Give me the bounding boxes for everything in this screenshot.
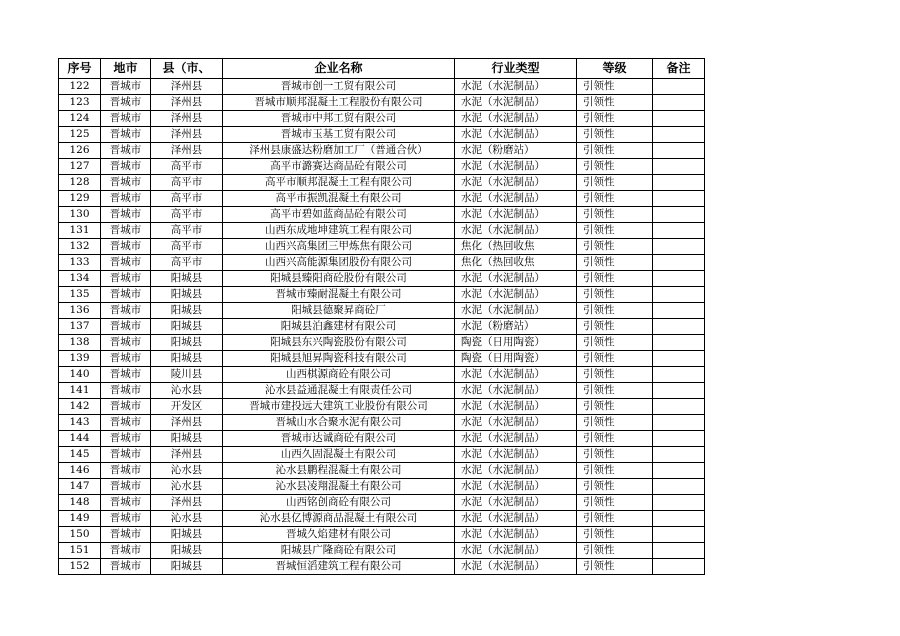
- cell-city: 晋城市: [101, 351, 151, 367]
- cell-remark: [653, 527, 705, 543]
- cell-index: 132: [59, 239, 101, 255]
- cell-city: 晋城市: [101, 111, 151, 127]
- table-row: [59, 223, 705, 239]
- table-row: [59, 79, 705, 95]
- cell-remark: [653, 287, 705, 303]
- cell-company: 阳城县臻阳商砼股份有限公司: [223, 271, 455, 287]
- cell-level: 引领性: [577, 127, 653, 143]
- cell-index: 145: [59, 447, 101, 463]
- cell-index: 140: [59, 367, 101, 383]
- cell-company: 晋城市创一工贸有限公司: [223, 79, 455, 95]
- cell-level: 引领性: [577, 383, 653, 399]
- cell-company: 沁水县凌翔混凝土有限公司: [223, 479, 455, 495]
- cell-index: 134: [59, 271, 101, 287]
- cell-city: 晋城市: [101, 255, 151, 271]
- table-row: [59, 543, 705, 559]
- cell-county: 高平市: [151, 207, 223, 223]
- cell-company: 山西兴高集团三甲炼焦有限公司: [223, 239, 455, 255]
- cell-city: 晋城市: [101, 239, 151, 255]
- cell-remark: [653, 223, 705, 239]
- cell-remark: [653, 479, 705, 495]
- cell-remark: [653, 271, 705, 287]
- cell-level: 引领性: [577, 447, 653, 463]
- cell-industry: 水泥（水泥制品）: [455, 223, 577, 239]
- cell-company: 晋城山水合聚水泥有限公司: [223, 415, 455, 431]
- cell-industry: 水泥（水泥制品）: [455, 191, 577, 207]
- table-row: [59, 351, 705, 367]
- cell-county: 陵川县: [151, 367, 223, 383]
- cell-index: 133: [59, 255, 101, 271]
- cell-county: 阳城县: [151, 543, 223, 559]
- table-row: [59, 287, 705, 303]
- cell-industry: 水泥（水泥制品）: [455, 399, 577, 415]
- table-row: [59, 111, 705, 127]
- cell-index: 149: [59, 511, 101, 527]
- cell-level: 引领性: [577, 319, 653, 335]
- cell-city: 晋城市: [101, 335, 151, 351]
- cell-level: 引领性: [577, 351, 653, 367]
- cell-county: 高平市: [151, 191, 223, 207]
- cell-city: 晋城市: [101, 431, 151, 447]
- cell-level: 引领性: [577, 223, 653, 239]
- table-row: [59, 415, 705, 431]
- cell-remark: [653, 447, 705, 463]
- table-row: [59, 127, 705, 143]
- cell-county: 阳城县: [151, 527, 223, 543]
- cell-index: 127: [59, 159, 101, 175]
- cell-remark: [653, 191, 705, 207]
- cell-remark: [653, 383, 705, 399]
- cell-county: 沁水县: [151, 511, 223, 527]
- cell-county: 沁水县: [151, 479, 223, 495]
- cell-company: 高平市碧如蓝商品砼有限公司: [223, 207, 455, 223]
- cell-remark: [653, 431, 705, 447]
- cell-industry: 焦化（热回收焦: [455, 255, 577, 271]
- cell-industry: 水泥（水泥制品）: [455, 383, 577, 399]
- cell-industry: 水泥（水泥制品）: [455, 111, 577, 127]
- cell-industry: 陶瓷（日用陶瓷）: [455, 351, 577, 367]
- cell-index: 139: [59, 351, 101, 367]
- cell-industry: 水泥（水泥制品）: [455, 543, 577, 559]
- cell-level: 引领性: [577, 271, 653, 287]
- cell-county: 泽州县: [151, 447, 223, 463]
- cell-county: 阳城县: [151, 351, 223, 367]
- table-row: [59, 175, 705, 191]
- cell-company: 沁水县鹏程混凝土有限公司: [223, 463, 455, 479]
- cell-remark: [653, 159, 705, 175]
- cell-county: 阳城县: [151, 271, 223, 287]
- cell-level: 引领性: [577, 143, 653, 159]
- cell-industry: 水泥（水泥制品）: [455, 559, 577, 575]
- cell-level: 引领性: [577, 207, 653, 223]
- cell-index: 137: [59, 319, 101, 335]
- cell-index: 136: [59, 303, 101, 319]
- cell-city: 晋城市: [101, 479, 151, 495]
- cell-remark: [653, 559, 705, 575]
- table-row: [59, 527, 705, 543]
- cell-company: 阳城县广隆商砼有限公司: [223, 543, 455, 559]
- table-row: [59, 431, 705, 447]
- cell-city: 晋城市: [101, 207, 151, 223]
- cell-city: 晋城市: [101, 223, 151, 239]
- cell-remark: [653, 543, 705, 559]
- cell-index: 147: [59, 479, 101, 495]
- cell-industry: 水泥（水泥制品）: [455, 527, 577, 543]
- cell-remark: [653, 495, 705, 511]
- cell-company: 高平市顺邦混凝土工程有限公司: [223, 175, 455, 191]
- header-remark: 备注: [653, 59, 705, 79]
- cell-company: 高平市潞赛达商品砼有限公司: [223, 159, 455, 175]
- cell-city: 晋城市: [101, 495, 151, 511]
- table-row: [59, 143, 705, 159]
- cell-company: 山西久固混凝土有限公司: [223, 447, 455, 463]
- cell-industry: 水泥（水泥制品）: [455, 159, 577, 175]
- cell-city: 晋城市: [101, 287, 151, 303]
- cell-index: 124: [59, 111, 101, 127]
- cell-index: 142: [59, 399, 101, 415]
- cell-index: 125: [59, 127, 101, 143]
- table-row: [59, 399, 705, 415]
- cell-index: 150: [59, 527, 101, 543]
- cell-remark: [653, 319, 705, 335]
- cell-company: 泽州县康盛达粉磨加工厂（普通合伙）: [223, 143, 455, 159]
- cell-industry: 水泥（水泥制品）: [455, 479, 577, 495]
- cell-city: 晋城市: [101, 463, 151, 479]
- cell-city: 晋城市: [101, 447, 151, 463]
- cell-company: 晋城市中邦工贸有限公司: [223, 111, 455, 127]
- cell-level: 引领性: [577, 95, 653, 111]
- cell-remark: [653, 399, 705, 415]
- cell-index: 129: [59, 191, 101, 207]
- cell-city: 晋城市: [101, 271, 151, 287]
- cell-county: 泽州县: [151, 415, 223, 431]
- cell-county: 泽州县: [151, 495, 223, 511]
- cell-industry: 水泥（水泥制品）: [455, 415, 577, 431]
- cell-index: 128: [59, 175, 101, 191]
- cell-city: 晋城市: [101, 559, 151, 575]
- cell-level: 引领性: [577, 527, 653, 543]
- cell-city: 晋城市: [101, 415, 151, 431]
- cell-remark: [653, 463, 705, 479]
- cell-remark: [653, 511, 705, 527]
- cell-remark: [653, 303, 705, 319]
- cell-industry: 陶瓷（日用陶瓷）: [455, 335, 577, 351]
- cell-company: 沁水县益通混凝土有限责任公司: [223, 383, 455, 399]
- cell-industry: 水泥（水泥制品）: [455, 431, 577, 447]
- cell-industry: 水泥（水泥制品）: [455, 447, 577, 463]
- cell-remark: [653, 111, 705, 127]
- table-row: [59, 303, 705, 319]
- cell-company: 晋城恒滔建筑工程有限公司: [223, 559, 455, 575]
- cell-county: 阳城县: [151, 319, 223, 335]
- cell-company: 山西棋源商砼有限公司: [223, 367, 455, 383]
- cell-industry: 水泥（水泥制品）: [455, 127, 577, 143]
- cell-industry: 水泥（水泥制品）: [455, 287, 577, 303]
- cell-industry: 水泥（水泥制品）: [455, 175, 577, 191]
- table-row: [59, 511, 705, 527]
- cell-city: 晋城市: [101, 511, 151, 527]
- cell-index: 130: [59, 207, 101, 223]
- cell-industry: 水泥（粉磨站）: [455, 319, 577, 335]
- cell-company: 晋城市建投远大建筑工业股份有限公司: [223, 399, 455, 415]
- cell-company: 晋城市玉基工贸有限公司: [223, 127, 455, 143]
- cell-remark: [653, 175, 705, 191]
- cell-county: 沁水县: [151, 383, 223, 399]
- cell-city: 晋城市: [101, 95, 151, 111]
- cell-county: 阳城县: [151, 559, 223, 575]
- cell-county: 泽州县: [151, 79, 223, 95]
- cell-level: 引领性: [577, 559, 653, 575]
- table-row: [59, 335, 705, 351]
- cell-industry: 水泥（水泥制品）: [455, 79, 577, 95]
- cell-level: 引领性: [577, 463, 653, 479]
- cell-index: 126: [59, 143, 101, 159]
- table-row: [59, 271, 705, 287]
- header-company: 企业名称: [223, 59, 455, 79]
- cell-industry: 水泥（水泥制品）: [455, 303, 577, 319]
- cell-level: 引领性: [577, 255, 653, 271]
- cell-index: 143: [59, 415, 101, 431]
- table-row: [59, 319, 705, 335]
- cell-company: 阳城县东兴陶瓷股份有限公司: [223, 335, 455, 351]
- cell-level: 引领性: [577, 431, 653, 447]
- cell-company: 沁水县亿博源商品混凝土有限公司: [223, 511, 455, 527]
- enterprise-table: [58, 58, 705, 575]
- table-row: [59, 95, 705, 111]
- cell-company: 山西兴高能源集团股份有限公司: [223, 255, 455, 271]
- cell-industry: 水泥（水泥制品）: [455, 271, 577, 287]
- cell-level: 引领性: [577, 335, 653, 351]
- cell-industry: 水泥（水泥制品）: [455, 463, 577, 479]
- cell-level: 引领性: [577, 111, 653, 127]
- cell-company: 晋城市达诚商砼有限公司: [223, 431, 455, 447]
- table-row: [59, 383, 705, 399]
- cell-index: 135: [59, 287, 101, 303]
- cell-level: 引领性: [577, 399, 653, 415]
- cell-county: 高平市: [151, 239, 223, 255]
- table-row: [59, 239, 705, 255]
- cell-level: 引领性: [577, 415, 653, 431]
- cell-county: 阳城县: [151, 287, 223, 303]
- cell-city: 晋城市: [101, 303, 151, 319]
- cell-company: 山西东成地坤建筑工程有限公司: [223, 223, 455, 239]
- cell-city: 晋城市: [101, 543, 151, 559]
- cell-county: 泽州县: [151, 95, 223, 111]
- cell-level: 引领性: [577, 495, 653, 511]
- cell-city: 晋城市: [101, 79, 151, 95]
- cell-industry: 水泥（水泥制品）: [455, 495, 577, 511]
- cell-index: 138: [59, 335, 101, 351]
- cell-county: 阳城县: [151, 431, 223, 447]
- cell-remark: [653, 351, 705, 367]
- cell-remark: [653, 143, 705, 159]
- cell-industry: 焦化（热回收焦: [455, 239, 577, 255]
- cell-city: 晋城市: [101, 399, 151, 415]
- cell-company: 晋城久焰建材有限公司: [223, 527, 455, 543]
- cell-level: 引领性: [577, 175, 653, 191]
- cell-level: 引领性: [577, 287, 653, 303]
- table-row: [59, 447, 705, 463]
- cell-city: 晋城市: [101, 175, 151, 191]
- table-row: [59, 367, 705, 383]
- cell-industry: 水泥（水泥制品）: [455, 367, 577, 383]
- table-row: [59, 463, 705, 479]
- table-row: [59, 559, 705, 575]
- header-city: 地市: [101, 59, 151, 79]
- cell-company: 山西铭创商砼有限公司: [223, 495, 455, 511]
- table-row: [59, 479, 705, 495]
- cell-remark: [653, 415, 705, 431]
- cell-index: 151: [59, 543, 101, 559]
- cell-industry: 水泥（水泥制品）: [455, 207, 577, 223]
- cell-remark: [653, 255, 705, 271]
- cell-level: 引领性: [577, 479, 653, 495]
- cell-city: 晋城市: [101, 143, 151, 159]
- cell-index: 152: [59, 559, 101, 575]
- cell-company: 晋城市臻耐混凝土有限公司: [223, 287, 455, 303]
- cell-city: 晋城市: [101, 319, 151, 335]
- cell-county: 高平市: [151, 175, 223, 191]
- cell-index: 141: [59, 383, 101, 399]
- cell-county: 泽州县: [151, 111, 223, 127]
- table-row: [59, 255, 705, 271]
- cell-remark: [653, 239, 705, 255]
- cell-remark: [653, 95, 705, 111]
- cell-company: 阳城县泊鑫建材有限公司: [223, 319, 455, 335]
- cell-city: 晋城市: [101, 367, 151, 383]
- cell-county: 开发区: [151, 399, 223, 415]
- cell-city: 晋城市: [101, 159, 151, 175]
- cell-city: 晋城市: [101, 191, 151, 207]
- cell-industry: 水泥（水泥制品）: [455, 511, 577, 527]
- cell-level: 引领性: [577, 79, 653, 95]
- cell-index: 131: [59, 223, 101, 239]
- table-row: [59, 207, 705, 223]
- cell-level: 引领性: [577, 543, 653, 559]
- cell-county: 泽州县: [151, 143, 223, 159]
- cell-level: 引领性: [577, 191, 653, 207]
- cell-index: 122: [59, 79, 101, 95]
- header-industry: 行业类型: [455, 59, 577, 79]
- cell-index: 144: [59, 431, 101, 447]
- cell-company: 高平市振凯混凝土有限公司: [223, 191, 455, 207]
- cell-level: 引领性: [577, 159, 653, 175]
- cell-county: 高平市: [151, 159, 223, 175]
- cell-index: 146: [59, 463, 101, 479]
- cell-city: 晋城市: [101, 383, 151, 399]
- header-county: 县（市、: [151, 59, 223, 79]
- cell-company: 阳城县德聚昇商砼厂: [223, 303, 455, 319]
- cell-remark: [653, 367, 705, 383]
- cell-remark: [653, 79, 705, 95]
- cell-city: 晋城市: [101, 127, 151, 143]
- header-row: [59, 59, 705, 79]
- cell-level: 引领性: [577, 511, 653, 527]
- cell-remark: [653, 127, 705, 143]
- cell-city: 晋城市: [101, 527, 151, 543]
- cell-county: 泽州县: [151, 127, 223, 143]
- cell-industry: 水泥（水泥制品）: [455, 95, 577, 111]
- header-index: 序号: [59, 59, 101, 79]
- cell-company: 晋城市顺邦混凝土工程股份有限公司: [223, 95, 455, 111]
- cell-company: 阳城县旭昇陶瓷科技有限公司: [223, 351, 455, 367]
- cell-industry: 水泥（粉磨站）: [455, 143, 577, 159]
- table-row: [59, 495, 705, 511]
- cell-index: 148: [59, 495, 101, 511]
- cell-index: 123: [59, 95, 101, 111]
- table-row: [59, 159, 705, 175]
- cell-remark: [653, 207, 705, 223]
- cell-county: 高平市: [151, 255, 223, 271]
- cell-county: 阳城县: [151, 303, 223, 319]
- cell-level: 引领性: [577, 239, 653, 255]
- cell-county: 阳城县: [151, 335, 223, 351]
- cell-county: 沁水县: [151, 463, 223, 479]
- header-level: 等级: [577, 59, 653, 79]
- cell-level: 引领性: [577, 303, 653, 319]
- cell-county: 高平市: [151, 223, 223, 239]
- cell-remark: [653, 335, 705, 351]
- table-row: [59, 191, 705, 207]
- cell-level: 引领性: [577, 367, 653, 383]
